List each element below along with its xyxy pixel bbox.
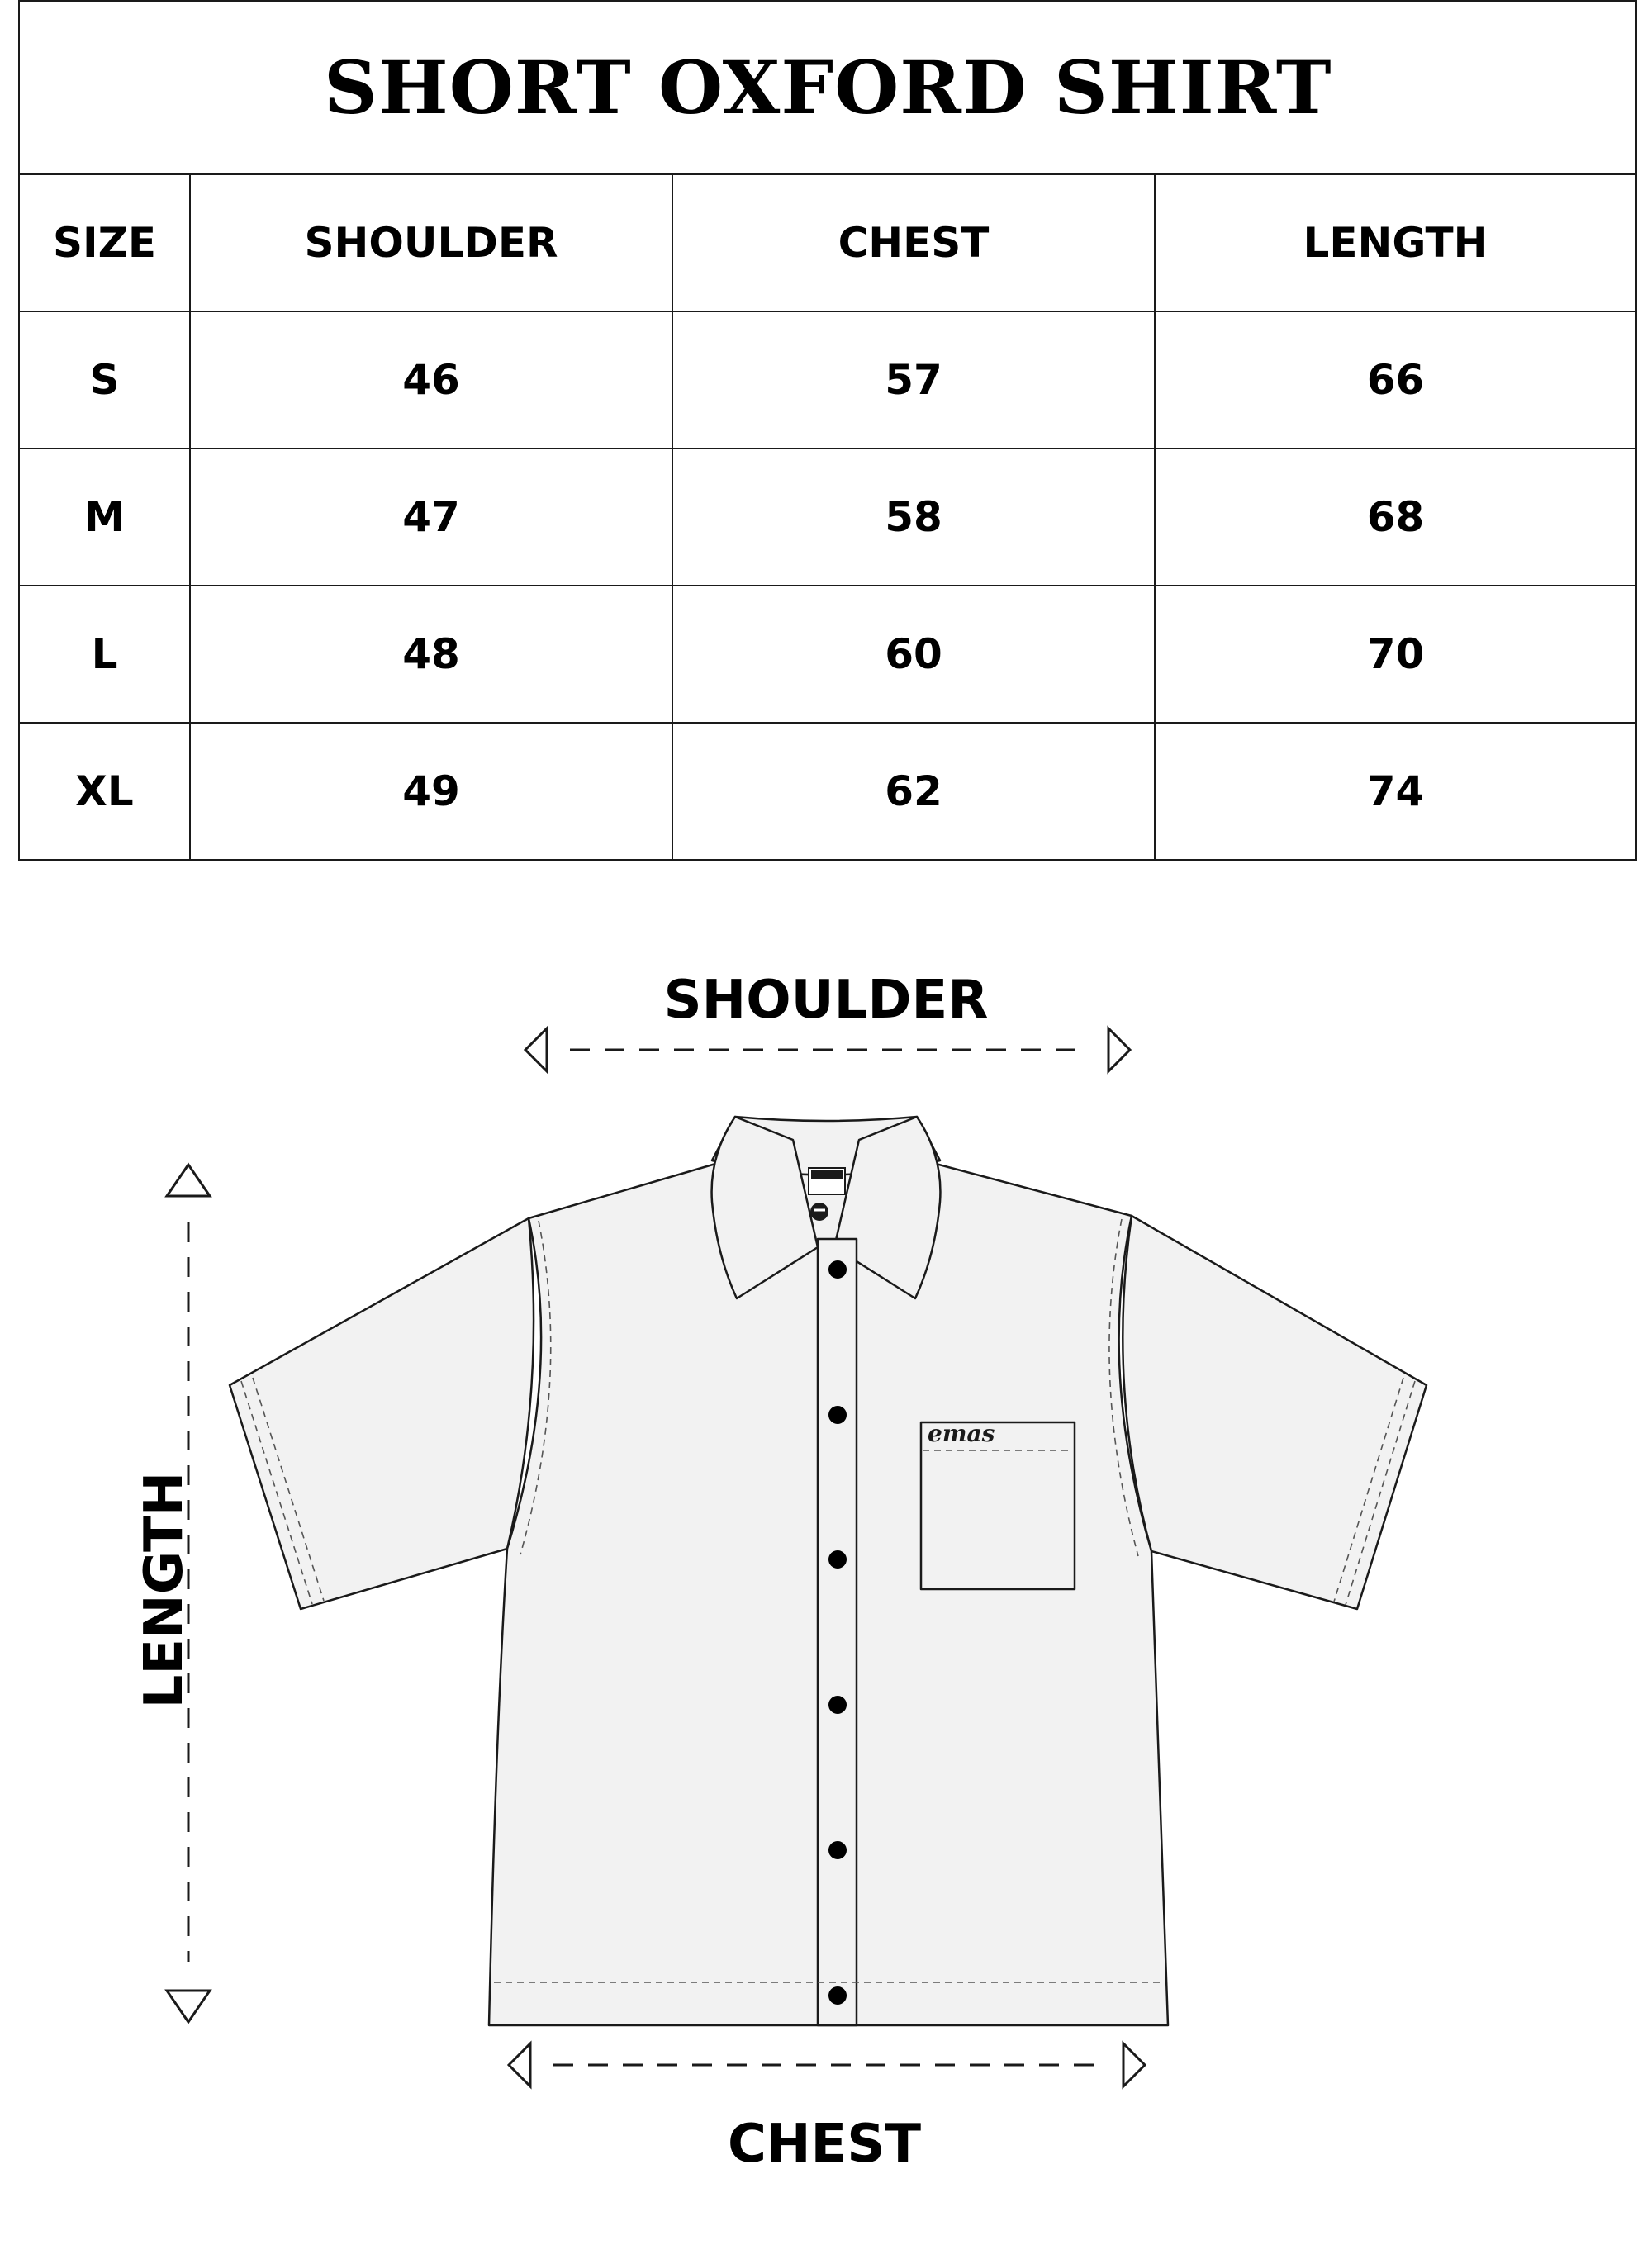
- pocket-brand-text: emas: [928, 1420, 995, 1447]
- chest-cell: 60: [672, 586, 1155, 723]
- button: [828, 1260, 847, 1279]
- length-cell: 74: [1155, 723, 1636, 860]
- size-cell: L: [19, 586, 190, 723]
- size-chart-table: [18, 0, 1637, 861]
- title-row: [19, 1, 1636, 174]
- table-row: [19, 449, 1636, 586]
- length-cell: 68: [1155, 449, 1636, 586]
- chest-cell: 57: [672, 311, 1155, 449]
- shoulder-label: SHOULDER: [663, 970, 989, 1031]
- size-cell: S: [19, 311, 190, 449]
- button: [828, 1550, 847, 1569]
- shirt-measurement-diagram: [0, 909, 1652, 2245]
- neck-label: [809, 1168, 845, 1194]
- shoulder-cell: 49: [190, 723, 672, 860]
- chart-title-text: SHORT OXFORD SHIRT: [323, 45, 1332, 131]
- length-cell: 66: [1155, 311, 1636, 449]
- button: [828, 1696, 847, 1714]
- header-length: LENGTH: [1155, 174, 1636, 311]
- shirt-outline: [230, 1117, 1427, 2025]
- header-size: SIZE: [19, 174, 190, 311]
- shoulder-cell: 47: [190, 449, 672, 586]
- button: [828, 1841, 847, 1859]
- shoulder-cell: 46: [190, 311, 672, 449]
- shoulder-cell: 48: [190, 586, 672, 723]
- chest-cell: 58: [672, 449, 1155, 586]
- chest-cell: 62: [672, 723, 1155, 860]
- brand-logo-icon: [810, 1203, 828, 1221]
- chart-title: [19, 1, 1636, 174]
- chest-pocket: [921, 1422, 1075, 1589]
- size-cell: M: [19, 449, 190, 586]
- chest-label: CHEST: [728, 2114, 921, 2175]
- header-chest: CHEST: [672, 174, 1155, 311]
- button: [828, 1986, 847, 2005]
- table-row: [19, 586, 1636, 723]
- button: [828, 1406, 847, 1424]
- size-cell: XL: [19, 723, 190, 860]
- length-cell: 70: [1155, 586, 1636, 723]
- header-shoulder: SHOULDER: [190, 174, 672, 311]
- shoulder-arrow: [525, 1028, 1130, 1071]
- header-row: [19, 174, 1636, 311]
- length-label: LENGTH: [134, 1471, 195, 1709]
- chest-arrow: [509, 2043, 1145, 2086]
- table-row: [19, 311, 1636, 449]
- table-row: [19, 723, 1636, 860]
